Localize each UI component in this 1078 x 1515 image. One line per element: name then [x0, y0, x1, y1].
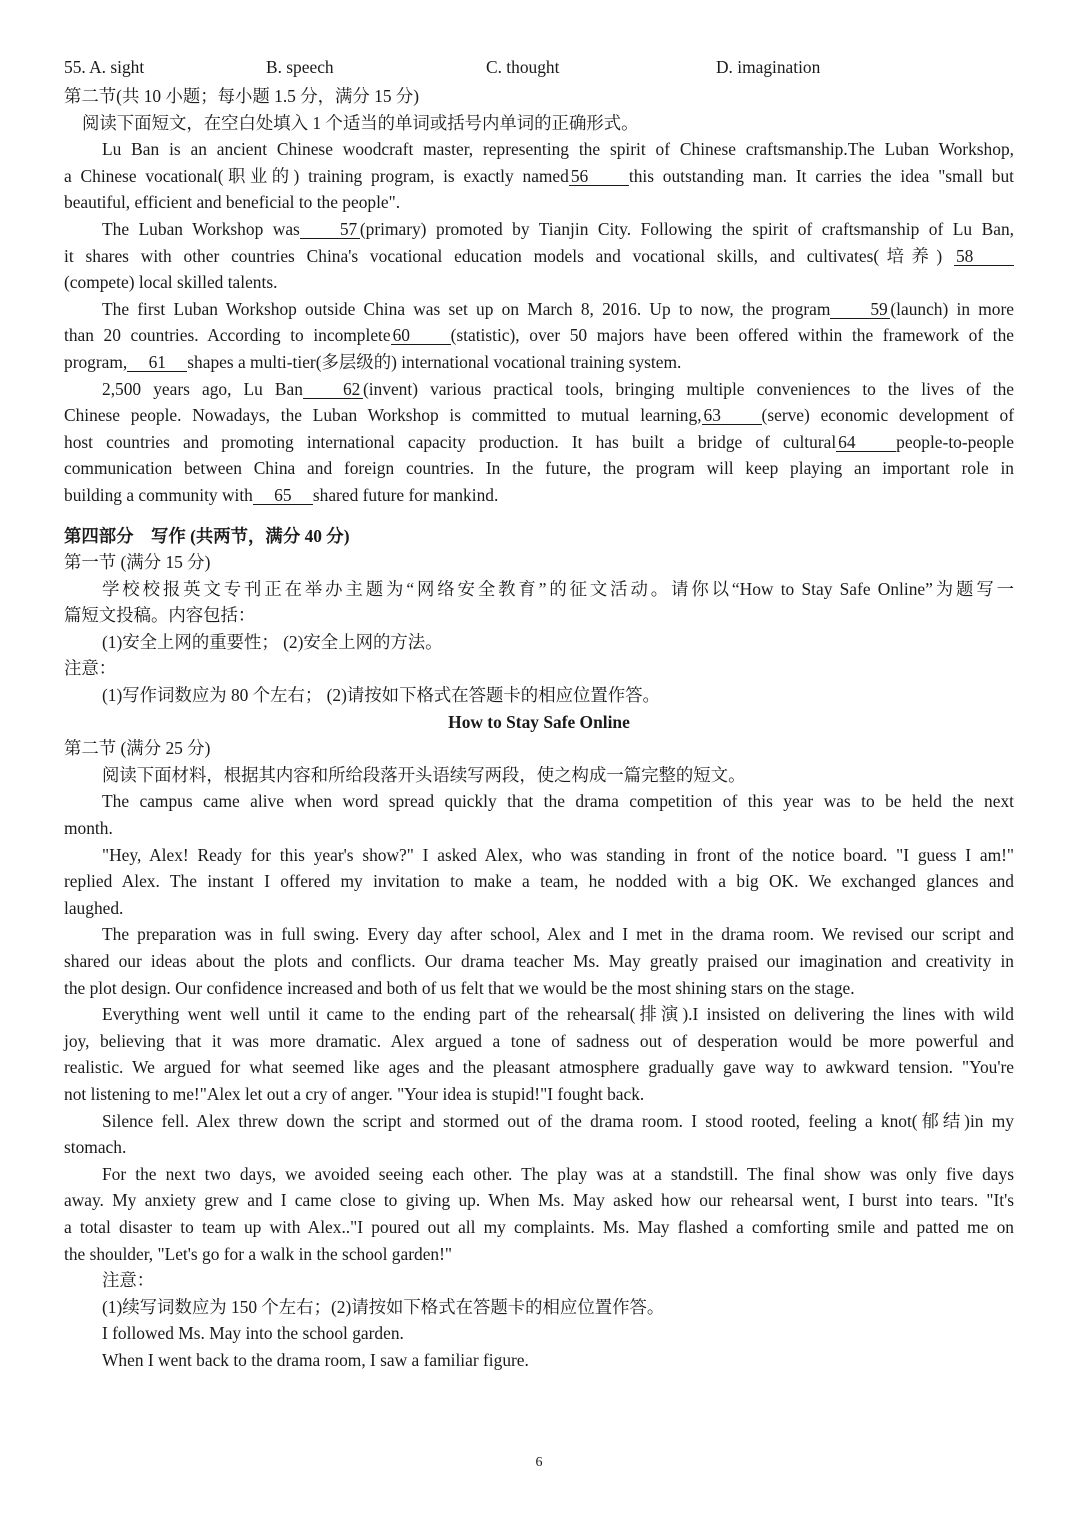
part4-title: 第四部分 写作 (共两节，满分 40 分): [64, 525, 350, 546]
passage-line: host countries and promoting international capacity production. It has built a bridge of cultural 64 people-to-people: [64, 431, 1014, 452]
story-line: realistic. We argued for what seemed like ages and the pleasant atmosphere gradually gave way to awkward tension. "You're: [64, 1057, 1014, 1078]
story-line: the shoulder, "Let's go for a walk in the school garden!": [64, 1243, 453, 1264]
story-line: the plot design. Our confidence increased and both of us felt that we would be the most shining stars on the stage.: [64, 977, 855, 998]
story-line: For the next two days, we avoided seeing each other. The play was at a standstill. The final show was only five days: [102, 1163, 1014, 1184]
blank-61[interactable]: 61: [127, 353, 187, 372]
blank-58[interactable]: 58: [954, 247, 1014, 266]
option-d: D. imagination: [716, 57, 821, 77]
part4-section2-title: 第二节 (满分 25 分): [64, 738, 211, 759]
story-line: replied Alex. The instant I offered my invitation to make a team, he nodded with a big OK. We exchanged glances and: [64, 871, 1014, 892]
story-line: shared our ideas about the plots and conflicts. Our drama teacher Ms. May greatly praised our imagination and creativity in: [64, 951, 1014, 971]
story-line: laughed.: [64, 897, 124, 918]
blank-63[interactable]: 63: [702, 406, 762, 425]
blank-56[interactable]: 56: [569, 167, 629, 186]
option-c: C. thought: [486, 57, 560, 77]
passage-line: beautiful, efficient and beneficial to the people".: [64, 192, 401, 213]
section2-title: 第二节(共 10 小题；每小题 1.5 分，满分 15 分): [64, 86, 420, 106]
story-line: joy, believing that it was more dramatic. Alex argued a tone of sadness out of desperation would be more powerful and: [64, 1030, 1014, 1051]
task-line: (1)安全上网的重要性； (2)安全上网的方法。: [102, 631, 443, 652]
passage-line: The Luban Workshop was 57 (primary) promoted by Tianjin City. Following the spirit of craftsmanship of Lu Ban,: [102, 218, 1015, 239]
blank-57[interactable]: 57: [300, 220, 360, 239]
section2-instruction: 阅读下面短文，在空白处填入 1 个适当的单词或括号内单词的正确形式。: [82, 112, 639, 133]
part4-section1-title: 第一节 (满分 15 分): [64, 552, 211, 573]
blank-59[interactable]: 59: [830, 300, 890, 319]
story-line: The campus came alive when word spread quickly that the drama competition of this year was to be held the next: [102, 791, 1014, 812]
note-label: 注意：: [64, 658, 117, 679]
blank-64[interactable]: 64: [836, 433, 896, 452]
story-passage: [64, 788, 1014, 1267]
note-label: 注意：: [102, 1270, 155, 1291]
paragraph-starter-2: When I went back to the drama room, I saw a familiar figure.: [102, 1349, 529, 1370]
question-55-options: [64, 54, 1014, 80]
passage-line: than 20 countries. According to incomplete 60 (statistic), over 50 majors have been offered within the framework of the: [64, 325, 1014, 346]
task-line: (1)写作词数应为 80 个左右； (2)请按如下格式在答题卡的相应位置作答。: [102, 685, 660, 706]
passage-line: Chinese people. Nowadays, the Luban Workshop is committed to mutual learning, 63 (serve) economic development of: [64, 405, 1014, 426]
story-line: a total disaster to team up with Alex.."I poured out all my complaints. Ms. May flashed a comforting smile and patted me on: [64, 1216, 1014, 1237]
story-line: Everything went well until it came to the ending part of the rehearsal(排演).I insisted on delivering the lines with wild: [102, 1004, 1014, 1025]
section2-instruction-text: 阅读下面材料，根据其内容和所给段落开头语续写两段，使之构成一篇完整的短文。: [102, 764, 746, 785]
passage-line: (compete) local skilled talents.: [64, 272, 278, 293]
page-number: 6: [535, 1455, 543, 1470]
passage-line: communication between China and foreign countries. In the future, the program will keep playing an important role in: [64, 458, 1014, 479]
cloze-passage: [64, 136, 1014, 508]
passage-line: a Chinese vocational(职业的) training program, is exactly named 56 this outstanding man. It carries the idea "small but: [64, 165, 1014, 186]
story-line: "Hey, Alex! Ready for this year's show?" I asked Alex, who was standing in front of the notice board. "I guess I am!": [102, 844, 1014, 865]
task-line: 篇短文投稿。内容包括：: [64, 605, 256, 626]
passage-line: Lu Ban is an ancient Chinese woodcraft master, representing the spirit of Chinese craftsmanship.The Luban Workshop,: [102, 139, 1014, 160]
story-line: not listening to me!"Alex let out a cry of anger. "Your idea is stupid!"I fought back.: [64, 1083, 645, 1104]
story-line: away. My anxiety grew and I came close to giving up. When Ms. May asked how our rehearsal went, I burst into tears. "It's: [64, 1190, 1014, 1211]
passage-line: it shares with other countries China's vocational education models and vocational skills, and cultivates(培养) 58: [64, 243, 1014, 270]
option-b: B. speech: [266, 57, 334, 77]
blank-60[interactable]: 60: [391, 326, 451, 345]
task-line: 学校校报英文专刊正在举办主题为“网络安全教育”的征文活动。请你以“How to Stay Safe Online”为题写一: [102, 578, 1014, 599]
blank-62[interactable]: 62: [303, 380, 363, 399]
page-content: [64, 54, 1014, 1374]
paragraph-starter-1: I followed Ms. May into the school garden.: [102, 1323, 404, 1344]
story-line: month.: [64, 818, 113, 839]
story-line: The preparation was in full swing. Every day after school, Alex and I met in the drama room. We revised our script and: [102, 924, 1014, 945]
story-line: Silence fell. Alex threw down the script and stormed out of the drama room. I stood rooted, feeling a knot(郁结)in my: [102, 1110, 1014, 1131]
passage-line: The first Luban Workshop outside China was set up on March 8, 2016. Up to now, the program 59 (launch) in more: [102, 298, 1014, 319]
story-line: stomach.: [64, 1137, 127, 1158]
passage-line: program, 61 shapes a multi-tier(多层级的) international vocational training system.: [64, 351, 682, 372]
essay-heading: How to Stay Safe Online: [448, 711, 630, 732]
option-a: 55. A. sight: [64, 57, 145, 77]
passage-line: building a community with 65 shared future for mankind.: [64, 484, 499, 505]
requirement-line: (1)续写词数应为 150 个左右；(2)请按如下格式在答题卡的相应位置作答。: [102, 1296, 665, 1317]
blank-65[interactable]: 65: [253, 486, 313, 505]
passage-line: 2,500 years ago, Lu Ban 62 (invent) various practical tools, bringing multiple conveniences to the lives of the: [102, 378, 1014, 399]
